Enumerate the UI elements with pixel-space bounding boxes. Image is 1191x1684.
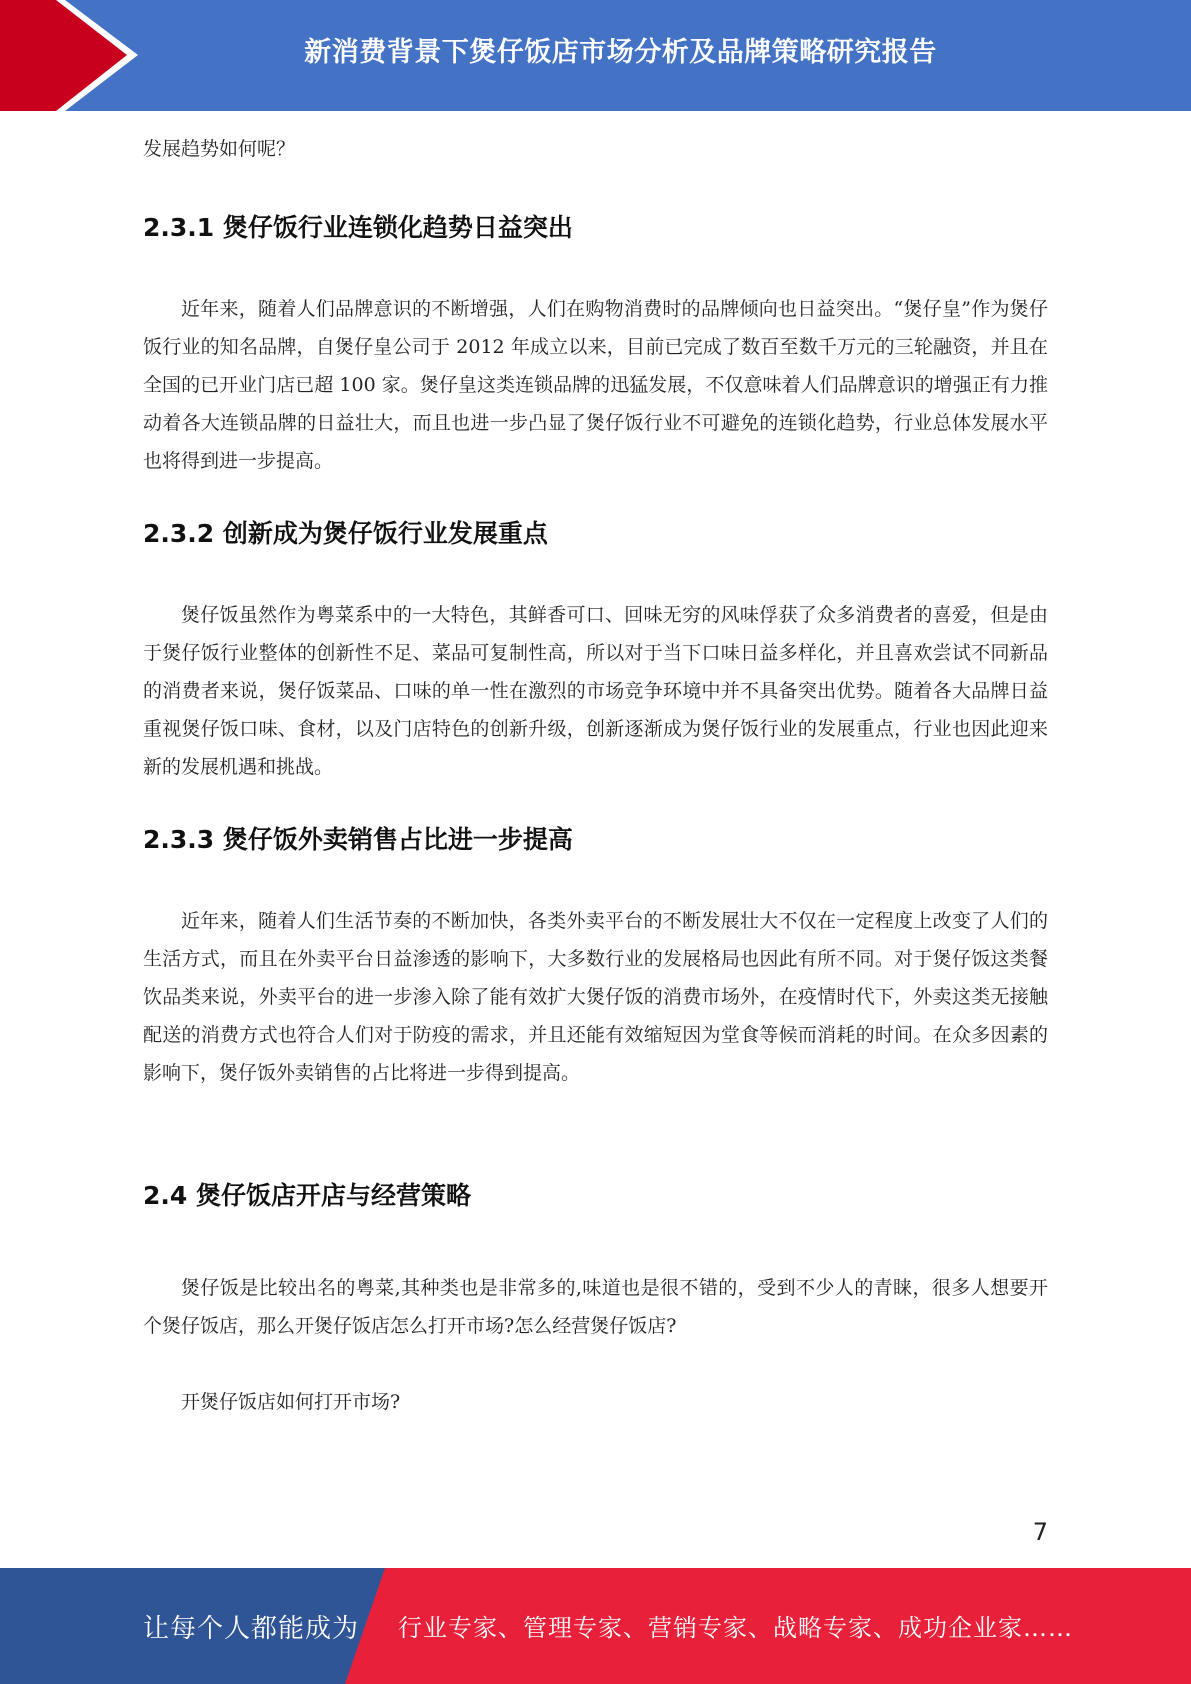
page-number: 7 bbox=[1032, 1518, 1048, 1546]
lead-text: 发展趋势如何呢？ bbox=[143, 138, 296, 160]
footer-slogan-right: 行业专家、管理专家、营销专家、战略专家、成功企业家…… bbox=[398, 1614, 1073, 1642]
header-arrow-decoration bbox=[0, 0, 160, 111]
section-paragraph-2-3-1: 近年来，随着人们品牌意识的不断增强，人们在购物消费时的品牌倾向也日益突出。“煲仔皇”作为煲仔饭行业的知名品牌，自煲仔皇公司于 2012 年成立以来，目前已完成了数百至数千万元的三轮融资，并且在全国的已开业门店已超 100 家。煲仔皇这类连锁品牌的迅猛发展，不仅意味着人们品牌意识的增强正有力推动着各大连锁品牌的日益壮大，而且也进一步凸显了煲仔饭行业不可避免的连锁化趋势，行业总体发展水平也将得到进一步提高。 bbox=[143, 298, 1048, 472]
page-header bbox=[0, 0, 1191, 111]
section-paragraph-2-3-3: 近年来，随着人们生活节奏的不断加快，各类外卖平台的不断发展壮大不仅在一定程度上改变了人们的生活方式，而且在外卖平台日益渗透的影响下，大多数行业的发展格局也因此有所不同。对于煲仔饭这类餐饮品类来说，外卖平台的进一步渗入除了能有效扩大煲仔饭的消费市场外，在疫情时代下，外卖这类无接触配送的消费方式也符合人们对于防疫的需求，并且还能有效缩短因为堂食等候而消耗的时间。在众多因素的影响下，煲仔饭外卖销售的占比将进一步得到提高。 bbox=[143, 910, 1048, 1084]
page-footer bbox=[0, 1568, 1191, 1684]
report-title: 新消费背景下煲仔饭店市场分析及品牌策略研究报告 bbox=[304, 37, 937, 68]
section-paragraph-2-4-question: 开煲仔饭店如何打开市场? bbox=[181, 1391, 401, 1413]
section-heading-2-4: 2.4 煲仔饭店开店与经营策略 bbox=[143, 1181, 471, 1210]
section-heading-2-3-3: 2.3.3 煲仔饭外卖销售占比进一步提高 bbox=[143, 825, 573, 854]
document-body bbox=[143, 130, 1048, 1413]
section-paragraph-2-4: 煲仔饭是比较出名的粤菜,其种类也是非常多的,味道也是很不错的，受到不少人的青睐，很多人想要开个煲仔饭店，那么开煲仔饭店怎么打开市场?怎么经营煲仔饭店? bbox=[143, 1277, 1048, 1337]
section-heading-2-3-2: 2.3.2 创新成为煲仔饭行业发展重点 bbox=[143, 519, 548, 548]
footer-slogan-left: 让每个人都能成为 bbox=[143, 1614, 360, 1644]
section-paragraph-2-3-2: 煲仔饭虽然作为粤菜系中的一大特色，其鲜香可口、回味无穷的风味俘获了众多消费者的喜爱，但是由于煲仔饭行业整体的创新性不足、菜品可复制性高，所以对于当下口味日益多样化，并且喜欢尝试不同新品的消费者来说，煲仔饭菜品、口味的单一性在激烈的市场竞争环境中并不具备突出优势。随着各大品牌日益重视煲仔饭口味、食材，以及门店特色的创新升级，创新逐渐成为煲仔饭行业的发展重点，行业也因此迎来新的发展机遇和挑战。 bbox=[143, 604, 1048, 778]
section-heading-2-3-1: 2.3.1 煲仔饭行业连锁化趋势日益突出 bbox=[143, 213, 573, 242]
